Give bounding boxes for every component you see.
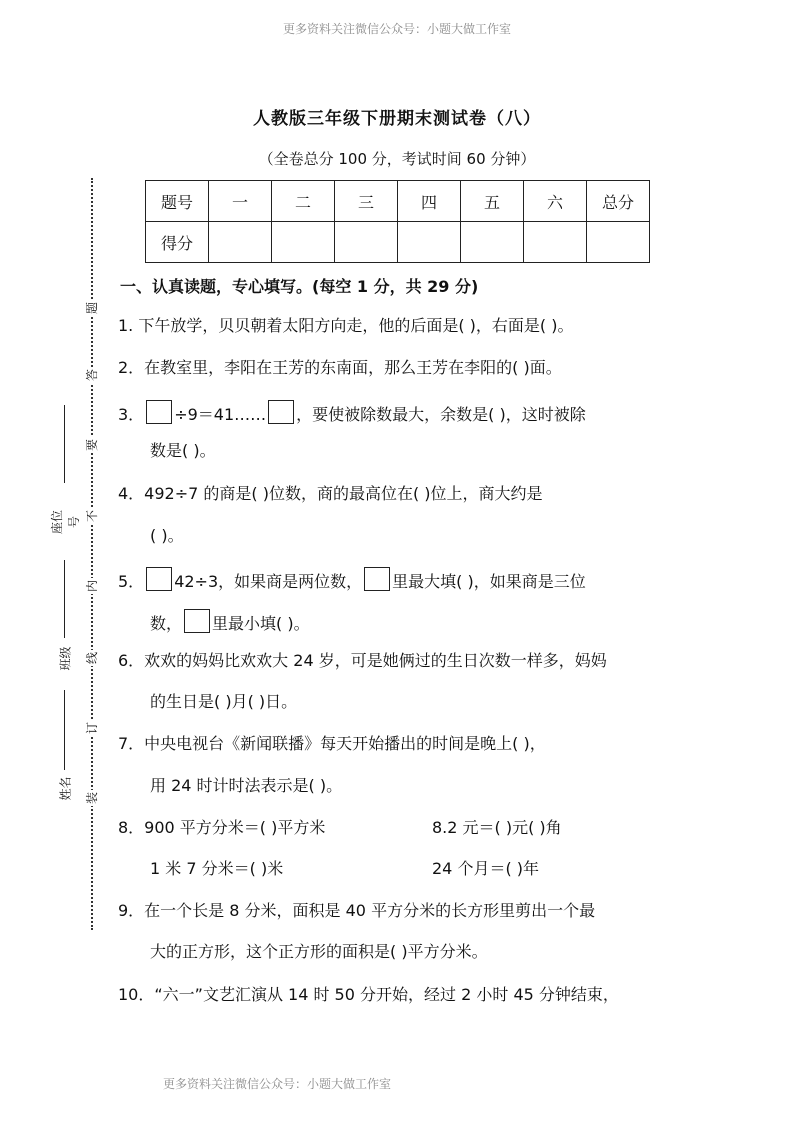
header-cell: 二 [272,181,335,222]
question-9-continued: 大的正方形，这个正方形的面积是( )平方分米。 [150,942,488,961]
binding-word: 线 [85,652,99,665]
question-text: 里最小填( )。 [212,614,310,633]
question-text: 里最大填( )，如果商是三位 [392,572,586,591]
question-5-continued [150,609,310,635]
header-cell: 五 [461,181,524,222]
question-4: 4．492÷7 的商是( )位数，商的最高位在( )位上，商大约是 [118,484,543,503]
name-label: 姓名 [58,776,73,801]
question-3-continued: 数是( )。 [150,441,216,460]
header-cell: 一 [209,181,272,222]
binding-word: 订 [85,722,99,735]
question-8-part-a: 8．900 平方分米＝( )平方米 [118,818,326,837]
answer-box[interactable] [364,567,390,591]
score-table-score-row [146,222,650,263]
question-7-continued: 用 24 时计时法表示是( )。 [150,776,343,795]
score-cell[interactable] [587,222,650,263]
answer-box[interactable] [146,567,172,591]
row-label-cell: 得分 [146,222,209,263]
question-8-part-c: 1 米 7 分米＝( )米 [150,859,284,878]
question-9: 9．在一个长是 8 分米，面积是 40 平方分米的长方形里剪出一个最 [118,901,596,920]
binding-word: 要 [85,439,99,452]
question-10: 10．“六一”文艺汇演从 14 时 50 分开始，经过 2 小时 45 分钟结束， [118,985,619,1004]
header-cell: 六 [524,181,587,222]
answer-box[interactable] [146,400,172,424]
binding-word: 内 [85,580,99,593]
question-5 [118,567,586,593]
score-cell[interactable] [398,222,461,263]
header-cell: 四 [398,181,461,222]
binding-word: 装 [85,792,99,805]
binding-dotted-line [91,178,93,930]
question-6: 6．欢欢的妈妈比欢欢大 24 岁，可是她俩过的生日次数一样多，妈妈 [118,651,607,670]
question-number: 5． [118,572,145,591]
seat-number-label: 座位号 [50,510,81,535]
binding-word: 不 [85,510,99,523]
score-cell[interactable] [209,222,272,263]
section-heading: 一、认真读题，专心填写。(每空 1 分，共 29 分) [120,277,479,296]
header-cell: 总分 [587,181,650,222]
score-table [145,180,650,263]
exam-info: （全卷总分 100 分，考试时间 60 分钟） [258,150,536,168]
question-7: 7．中央电视台《新闻联播》每天开始播出的时间是晚上( )， [118,734,546,753]
score-cell[interactable] [461,222,524,263]
question-number: 3． [118,405,145,424]
header-cell: 题号 [146,181,209,222]
watermark-top: 更多资料关注微信公众号：小题大做工作室 [282,22,511,36]
header-cell: 三 [335,181,398,222]
name-blank[interactable] [64,690,65,770]
question-6-continued: 的生日是( )月( )日。 [150,692,298,711]
score-cell[interactable] [524,222,587,263]
question-1: 1. 下午放学，贝贝朝着太阳方向走，他的后面是( )，右面是( )。 [118,316,574,335]
score-table-header-row [146,181,650,222]
question-2: 2．在教室里，李阳在王芳的东南面，那么王芳在李阳的( )面。 [118,358,562,377]
seat-number-blank[interactable] [64,405,65,483]
class-blank[interactable] [64,560,65,638]
score-cell[interactable] [272,222,335,263]
score-cell[interactable] [335,222,398,263]
question-text: 42÷3，如果商是两位数， [174,572,363,591]
binding-word: 题 [85,302,99,315]
question-text: ÷9＝41…… [174,405,267,424]
question-8-part-b: 8.2 元＝( )元( )角 [432,818,562,837]
answer-box[interactable] [184,609,210,633]
question-4-continued: ( )。 [150,526,184,545]
binding-word: 答 [85,369,99,382]
class-label: 班级 [58,646,73,671]
watermark-bottom: 更多资料关注微信公众号：小题大做工作室 [162,1077,391,1091]
page-title: 人教版三年级下册期末测试卷（八） [253,109,541,129]
answer-box[interactable] [268,400,294,424]
question-text: ，要使被除数最大，余数是( )，这时被除 [296,405,586,424]
question-3 [118,400,586,426]
question-8-part-d: 24 个月＝( )年 [432,859,540,878]
question-text: 数， [150,614,183,633]
